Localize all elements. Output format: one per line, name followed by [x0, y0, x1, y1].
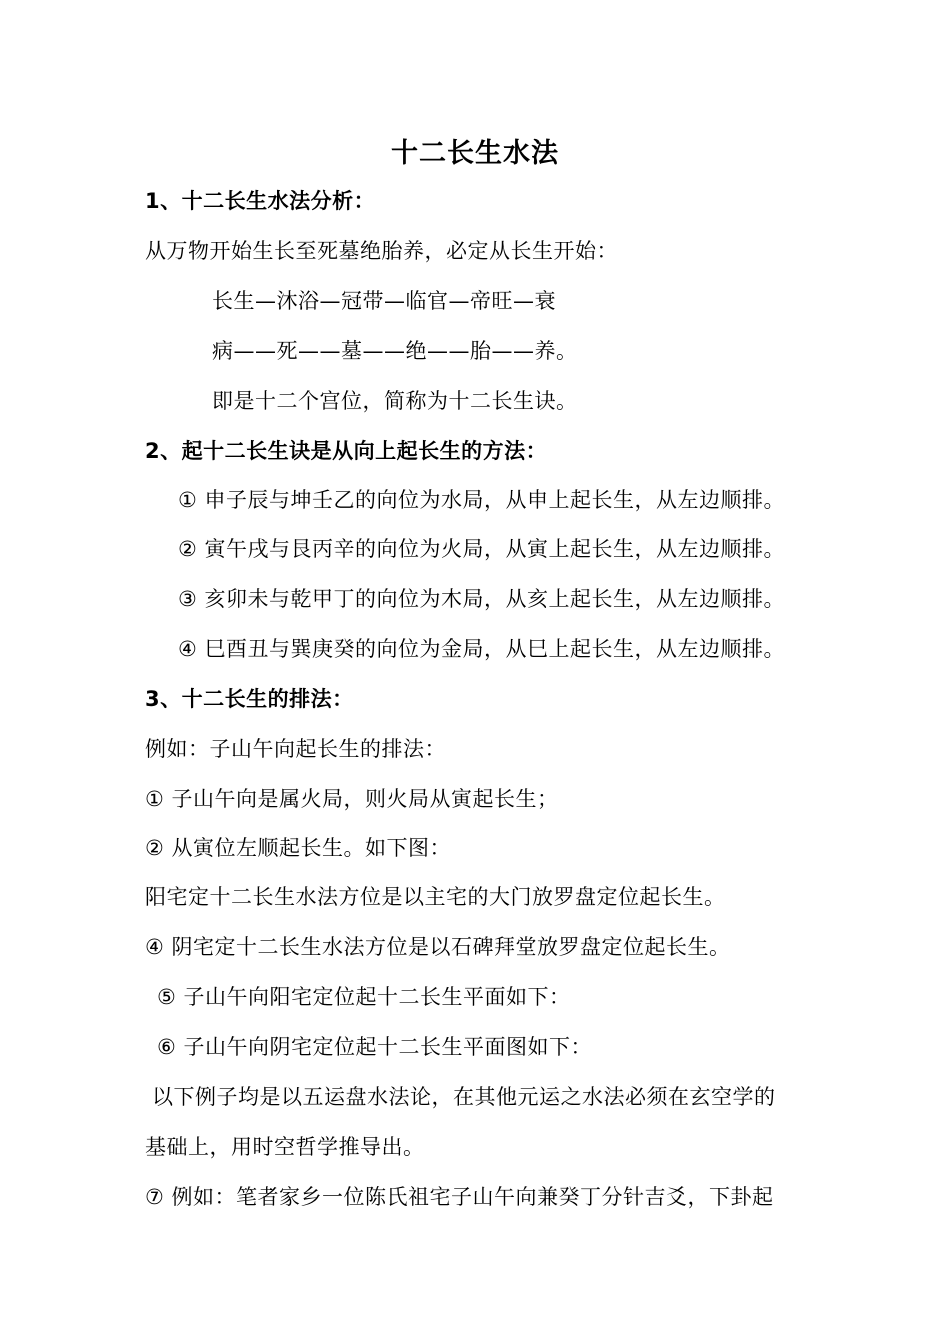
yang-house-note: 阳宅定十二长生水法方位是以主宅的大门放罗盘定位起长生。 [145, 885, 726, 909]
step-2: ② 从寅位左顺起长生。如下图： [145, 836, 452, 860]
page-title: 十二长生水法 [391, 138, 559, 169]
step-4: ④ 阴宅定十二长生水法方位是以石碑拜堂放罗盘定位起长生。 [145, 935, 731, 959]
section2-heading: 2、起十二长生诀是从向上起长生的方法： [145, 439, 548, 463]
step-7: ⑦ 例如：笔者家乡一位陈氏祖宅子山午向兼癸丁分针吉爻，下卦起 [145, 1185, 774, 1209]
sequence-line-1: 长生—沐浴—冠带—临官—帝旺—衰 [212, 289, 556, 313]
section3-heading: 3、十二长生的排法： [145, 687, 354, 711]
section2-item-wood: ③ 亥卯未与乾甲丁的向位为木局，从亥上起长生，从左边顺排。 [178, 587, 785, 611]
section2-item-water: ① 申子辰与坤壬乙的向位为水局，从申上起长生，从左边顺排。 [178, 488, 785, 512]
step-5: ⑤ 子山午向阳宅定位起十二长生平面如下： [157, 985, 571, 1009]
step-1: ① 子山午向是属火局，则火局从寅起长生； [145, 787, 559, 811]
example-intro: 例如：子山午向起长生的排法： [145, 737, 446, 761]
paragraph-line-2: 基础上，用时空哲学推导出。 [145, 1135, 425, 1159]
paragraph-line-1: 以下例子均是以五运盘水法论，在其他元运之水法必须在玄空学的 [152, 1085, 776, 1109]
section1-heading: 1、十二长生水法分析： [145, 189, 376, 213]
sequence-line-2: 病——死——墓——绝——胎——养。 [212, 339, 578, 363]
step-6: ⑥ 子山午向阴宅定位起十二长生平面图如下： [157, 1035, 592, 1059]
section2-item-metal: ④ 巳酉丑与巽庚癸的向位为金局，从巳上起长生，从左边顺排。 [178, 637, 785, 661]
section1-intro: 从万物开始生长至死墓绝胎养，必定从长生开始： [145, 239, 618, 263]
section2-item-fire: ② 寅午戌与艮丙辛的向位为火局，从寅上起长生，从左边顺排。 [178, 537, 785, 561]
section1-summary: 即是十二个宫位，简称为十二长生诀。 [212, 389, 578, 413]
